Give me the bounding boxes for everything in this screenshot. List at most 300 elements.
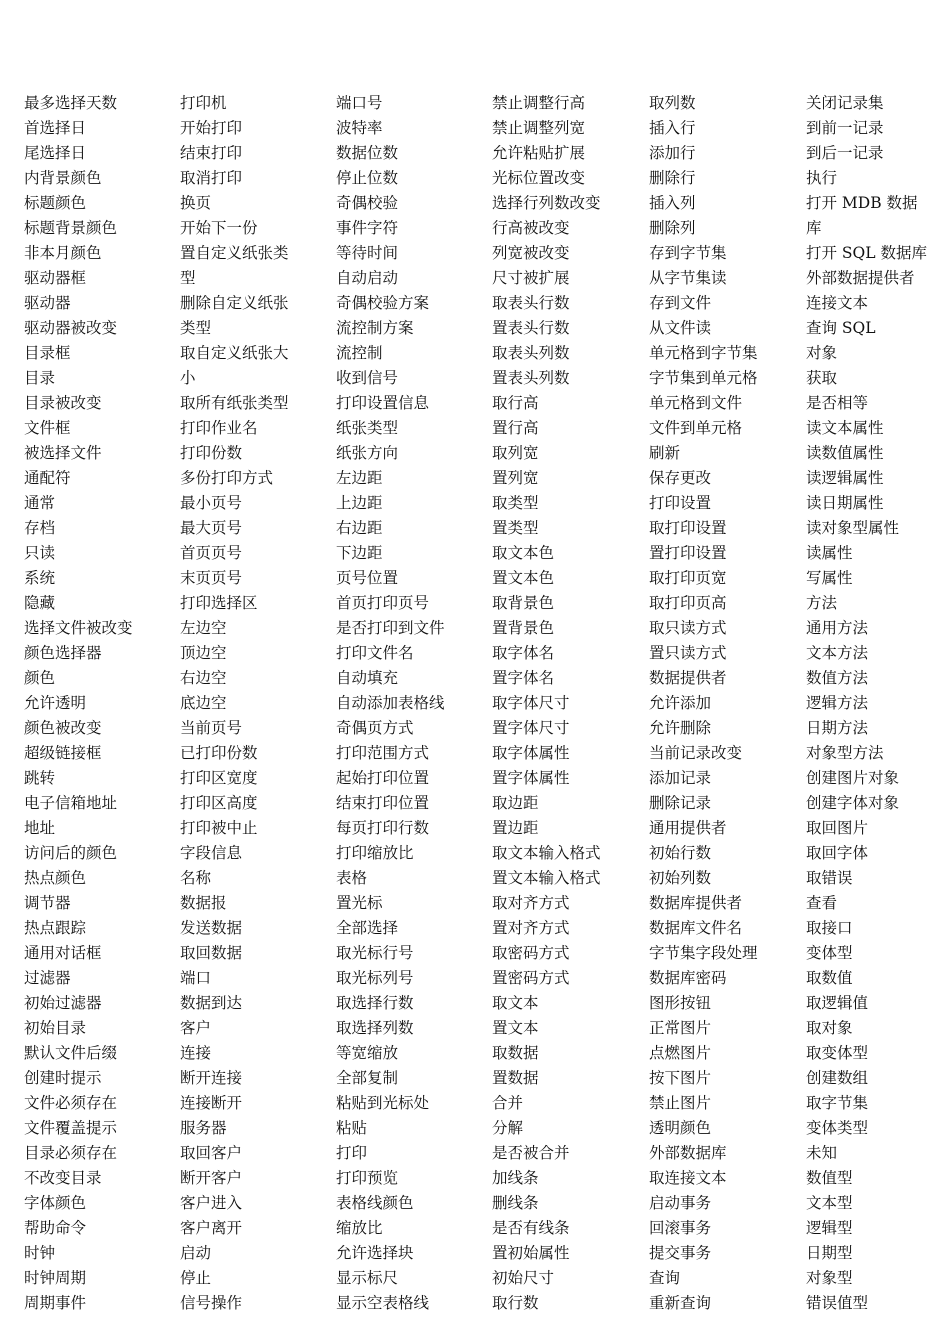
term-item: 初始尺寸 [492, 1269, 555, 1287]
term-item: 取连接文本 [649, 1169, 727, 1187]
term-item: 刷新 [649, 444, 681, 462]
term-item: 按下图片 [649, 1069, 712, 1087]
term-item: 尺寸被扩展 [492, 269, 570, 287]
term-column-4 [492, 91, 642, 1316]
term-item: 取字体尺寸 [492, 694, 570, 712]
term-item: 到前一记录 [806, 119, 884, 137]
term-item: 日期型 [806, 1244, 853, 1262]
term-item: 首页页号 [180, 544, 243, 562]
term-item: 置密码方式 [492, 969, 570, 987]
term-item: 读数值属性 [806, 444, 884, 462]
term-item: 取只读方式 [649, 619, 727, 637]
term-item: 是否被合并 [492, 1144, 570, 1162]
term-item: 置对齐方式 [492, 919, 570, 937]
term-item: 表格线颜色 [336, 1194, 414, 1212]
term-item: 自动添加表格线 [336, 694, 445, 712]
term-item: 换页 [180, 194, 212, 212]
term-item: 热点颜色 [24, 869, 87, 887]
term-item: 允许透明 [24, 694, 87, 712]
term-item: 页号位置 [336, 569, 399, 587]
term-item: 取回图片 [806, 819, 869, 837]
term-item: 目录被改变 [24, 394, 102, 412]
term-item: 关闭记录集 [806, 94, 884, 112]
term-item: 粘贴到光标处 [336, 1094, 430, 1112]
term-item: 插入行 [649, 119, 696, 137]
term-item: 对象型 [806, 1269, 853, 1287]
term-item: 取字体属性 [492, 744, 570, 762]
term-item: 颜色被改变 [24, 719, 102, 737]
term-item: 波特率 [336, 119, 383, 137]
term-item: 置只读方式 [649, 644, 727, 662]
term-item: 连接 [180, 1044, 212, 1062]
term-item: 右边空 [180, 669, 227, 687]
term-item: 取背景色 [492, 594, 555, 612]
term-item: 添加记录 [649, 769, 712, 787]
term-item: 尾选择日 [24, 144, 87, 162]
term-item: 列宽被改变 [492, 244, 570, 262]
term-item: 地址 [24, 819, 56, 837]
term-item: 数据库文件名 [649, 919, 743, 937]
term-item: 启动 [180, 1244, 212, 1262]
term-item: 通用提供者 [649, 819, 727, 837]
term-item: 流控制 [336, 344, 383, 362]
term-item: 取选择行数 [336, 994, 414, 1012]
term-item: 取行高 [492, 394, 539, 412]
term-item: 初始过滤器 [24, 994, 102, 1012]
term-item: 错误值型 [806, 1294, 869, 1312]
term-item: 取所有纸张类型 [180, 394, 289, 412]
term-item: 文件到单元格 [649, 419, 743, 437]
term-item: 单元格到字节集 [649, 344, 758, 362]
term-item: 合并 [492, 1094, 524, 1112]
term-item: 添加行 [649, 144, 696, 162]
term-item: 允许粘贴扩展 [492, 144, 586, 162]
term-item: 置列宽 [492, 469, 539, 487]
term-item: 创建数组 [806, 1069, 869, 1087]
term-item: 数据到达 [180, 994, 243, 1012]
term-item: 等宽缩放 [336, 1044, 399, 1062]
term-item: 置边距 [492, 819, 539, 837]
term-item: 打开 MDB 数据 [806, 194, 918, 212]
term-item: 取字节集 [806, 1094, 869, 1112]
term-item: 是否有线条 [492, 1219, 570, 1237]
term-item: 创建字体对象 [806, 794, 900, 812]
term-column-5 [649, 91, 799, 1316]
term-item: 全部复制 [336, 1069, 399, 1087]
term-item: 数值型 [806, 1169, 853, 1187]
term-item: 隐藏 [24, 594, 56, 612]
term-item: 自动填充 [336, 669, 399, 687]
term-item: 当前记录改变 [649, 744, 743, 762]
term-item: 目录 [24, 369, 56, 387]
term-item: 执行 [806, 169, 838, 187]
term-item: 全部选择 [336, 919, 399, 937]
term-item: 禁止调整列宽 [492, 119, 586, 137]
term-item: 打印区高度 [180, 794, 258, 812]
term-item: 文本型 [806, 1194, 853, 1212]
term-item: 默认文件后缀 [24, 1044, 118, 1062]
term-item: 读逻辑属性 [806, 469, 884, 487]
term-item: 光标位置改变 [492, 169, 586, 187]
term-item: 跳转 [24, 769, 56, 787]
term-item: 读对象型属性 [806, 519, 900, 537]
term-item: 纸张方向 [336, 444, 399, 462]
term-item: 断开客户 [180, 1169, 243, 1187]
term-item: 打印份数 [180, 444, 243, 462]
term-item: 对象型方法 [806, 744, 884, 762]
term-item: 通配符 [24, 469, 71, 487]
term-item: 取回数据 [180, 944, 243, 962]
term-item: 打印范围方式 [336, 744, 430, 762]
term-item: 取表头列数 [492, 344, 570, 362]
term-item: 首选择日 [24, 119, 87, 137]
term-item: 允许添加 [649, 694, 712, 712]
term-item: 取回字体 [806, 844, 869, 862]
term-item: 取对象 [806, 1019, 853, 1037]
term-item: 置打印设置 [649, 544, 727, 562]
term-item: 置表头行数 [492, 319, 570, 337]
term-item: 重新查询 [649, 1294, 712, 1312]
term-item: 启动事务 [649, 1194, 712, 1212]
term-item: 过滤器 [24, 969, 71, 987]
term-item: 删除自定义纸张 [180, 294, 289, 312]
term-item: 字体颜色 [24, 1194, 87, 1212]
term-item: 文本方法 [806, 644, 869, 662]
term-item: 断开连接 [180, 1069, 243, 1087]
term-item: 逻辑方法 [806, 694, 869, 712]
term-item: 纸张类型 [336, 419, 399, 437]
term-item: 缩放比 [336, 1219, 383, 1237]
term-item: 下边距 [336, 544, 383, 562]
term-item: 存到字节集 [649, 244, 727, 262]
term-item: 图形按钮 [649, 994, 712, 1012]
term-item: 取接口 [806, 919, 853, 937]
term-item: 读属性 [806, 544, 853, 562]
term-item: 取逻辑值 [806, 994, 869, 1012]
term-item: 取消打印 [180, 169, 243, 187]
term-item: 标题背景颜色 [24, 219, 118, 237]
term-item: 插入列 [649, 194, 696, 212]
term-item: 打印设置 [649, 494, 712, 512]
term-item: 驱动器被改变 [24, 319, 118, 337]
term-item: 取打印页高 [649, 594, 727, 612]
term-item: 置行高 [492, 419, 539, 437]
term-item: 打印文件名 [336, 644, 414, 662]
term-item: 取数据 [492, 1044, 539, 1062]
term-item: 打印 [336, 1144, 368, 1162]
term-item: 是否相等 [806, 394, 869, 412]
term-item: 置初始属性 [492, 1244, 570, 1262]
term-item: 变体型 [806, 944, 853, 962]
term-item: 通用方法 [806, 619, 869, 637]
term-item: 行高被改变 [492, 219, 570, 237]
term-item: 开始下一份 [180, 219, 258, 237]
term-item: 打印被中止 [180, 819, 258, 837]
term-item: 奇偶页方式 [336, 719, 414, 737]
term-item: 外部数据提供者 [806, 269, 915, 287]
term-item: 字节集到单元格 [649, 369, 758, 387]
term-item: 置文本 [492, 1019, 539, 1037]
term-item: 连接断开 [180, 1094, 243, 1112]
term-item: 左边空 [180, 619, 227, 637]
term-column-3 [336, 91, 486, 1316]
term-item: 小 [180, 369, 196, 387]
term-item: 当前页号 [180, 719, 243, 737]
term-item: 起始打印位置 [336, 769, 430, 787]
term-item: 数值方法 [806, 669, 869, 687]
term-item: 时钟 [24, 1244, 56, 1262]
term-item: 停止位数 [336, 169, 399, 187]
term-item: 右边距 [336, 519, 383, 537]
term-item: 结束打印 [180, 144, 243, 162]
term-item: 停止 [180, 1269, 212, 1287]
term-item: 颜色 [24, 669, 56, 687]
term-item: 粘贴 [336, 1119, 368, 1137]
term-item: 奇偶校验 [336, 194, 399, 212]
term-item: 左边距 [336, 469, 383, 487]
term-item: 取列宽 [492, 444, 539, 462]
term-item: 信号操作 [180, 1294, 243, 1312]
term-item: 取光标行号 [336, 944, 414, 962]
term-item: 通常 [24, 494, 56, 512]
term-item: 取列数 [649, 94, 696, 112]
term-item: 取密码方式 [492, 944, 570, 962]
term-item: 目录必须存在 [24, 1144, 118, 1162]
term-item: 取字体名 [492, 644, 555, 662]
term-item: 已打印份数 [180, 744, 258, 762]
term-item: 文件框 [24, 419, 71, 437]
term-item: 名称 [180, 869, 212, 887]
term-item: 允许选择块 [336, 1244, 414, 1262]
term-item: 端口 [180, 969, 212, 987]
term-item: 打印机 [180, 94, 227, 112]
term-item: 底边空 [180, 694, 227, 712]
term-item: 逻辑型 [806, 1219, 853, 1237]
term-item: 取错误 [806, 869, 853, 887]
term-item: 选择行列数改变 [492, 194, 601, 212]
term-item: 取打印设置 [649, 519, 727, 537]
term-item: 字节集字段处理 [649, 944, 758, 962]
term-item: 标题颜色 [24, 194, 87, 212]
term-item: 到后一记录 [806, 144, 884, 162]
term-item: 热点跟踪 [24, 919, 87, 937]
term-item: 取变体型 [806, 1044, 869, 1062]
term-item: 禁止图片 [649, 1094, 712, 1112]
term-item: 置类型 [492, 519, 539, 537]
term-item: 颜色选择器 [24, 644, 102, 662]
term-item: 取回客户 [180, 1144, 243, 1162]
term-item: 通用对话框 [24, 944, 102, 962]
term-item: 打印作业名 [180, 419, 258, 437]
term-item: 文件覆盖提示 [24, 1119, 118, 1137]
term-item: 打印选择区 [180, 594, 258, 612]
term-item: 打印区宽度 [180, 769, 258, 787]
term-item: 只读 [24, 544, 56, 562]
term-item: 置背景色 [492, 619, 555, 637]
term-item: 变体类型 [806, 1119, 869, 1137]
term-item: 调节器 [24, 894, 71, 912]
term-item: 最多选择天数 [24, 94, 118, 112]
term-item: 结束打印位置 [336, 794, 430, 812]
term-item: 日期方法 [806, 719, 869, 737]
term-item: 不改变目录 [24, 1169, 102, 1187]
term-item: 奇偶校验方案 [336, 294, 430, 312]
term-item: 等待时间 [336, 244, 399, 262]
term-item: 置文本色 [492, 569, 555, 587]
term-item: 数据报 [180, 894, 227, 912]
term-item: 初始行数 [649, 844, 712, 862]
term-item: 端口号 [336, 94, 383, 112]
term-item: 置字体尺寸 [492, 719, 570, 737]
term-item: 打开 SQL 数据库 [806, 244, 927, 262]
term-item: 库 [806, 219, 822, 237]
term-item: 删除行 [649, 169, 696, 187]
term-item: 客户 [180, 1019, 212, 1037]
term-item: 取文本色 [492, 544, 555, 562]
term-item: 初始目录 [24, 1019, 87, 1037]
term-item: 存到文件 [649, 294, 712, 312]
term-item: 数据库密码 [649, 969, 727, 987]
term-item: 查看 [806, 894, 838, 912]
term-item: 存档 [24, 519, 56, 537]
term-item: 多份打印方式 [180, 469, 274, 487]
term-item: 末页页号 [180, 569, 243, 587]
term-item: 删线条 [492, 1194, 539, 1212]
term-item: 读日期属性 [806, 494, 884, 512]
term-item: 取对齐方式 [492, 894, 570, 912]
term-item: 获取 [806, 369, 838, 387]
term-item: 文件必须存在 [24, 1094, 118, 1112]
term-item: 加线条 [492, 1169, 539, 1187]
term-item: 访问后的颜色 [24, 844, 118, 862]
term-item: 自动启动 [336, 269, 399, 287]
term-item: 置数据 [492, 1069, 539, 1087]
term-item: 禁止调整行高 [492, 94, 586, 112]
term-item: 选择文件被改变 [24, 619, 133, 637]
term-item: 最小页号 [180, 494, 243, 512]
term-item: 数据库提供者 [649, 894, 743, 912]
term-item: 流控制方案 [336, 319, 414, 337]
term-item: 删除记录 [649, 794, 712, 812]
term-item: 取行数 [492, 1294, 539, 1312]
term-item: 取类型 [492, 494, 539, 512]
term-item: 类型 [180, 319, 212, 337]
term-item: 顶边空 [180, 644, 227, 662]
term-item: 超级链接框 [24, 744, 102, 762]
term-item: 非本月颜色 [24, 244, 102, 262]
term-item: 被选择文件 [24, 444, 102, 462]
term-column-1 [24, 91, 174, 1316]
term-item: 从字节集读 [649, 269, 727, 287]
term-item: 创建时提示 [24, 1069, 102, 1087]
term-item: 置自定义纸张类 [180, 244, 289, 262]
term-item: 打印设置信息 [336, 394, 430, 412]
term-item: 方法 [806, 594, 838, 612]
term-item: 回滚事务 [649, 1219, 712, 1237]
term-item: 目录框 [24, 344, 71, 362]
term-item: 帮助命令 [24, 1219, 87, 1237]
term-item: 创建图片对象 [806, 769, 900, 787]
term-item: 数据提供者 [649, 669, 727, 687]
term-item: 保存更改 [649, 469, 712, 487]
term-item: 内背景颜色 [24, 169, 102, 187]
term-item: 时钟周期 [24, 1269, 87, 1287]
term-item: 取文本 [492, 994, 539, 1012]
term-item: 打印缩放比 [336, 844, 414, 862]
term-item: 打印预览 [336, 1169, 399, 1187]
term-item: 取打印页宽 [649, 569, 727, 587]
term-item: 置字体名 [492, 669, 555, 687]
term-item: 单元格到文件 [649, 394, 743, 412]
term-item: 取数值 [806, 969, 853, 987]
term-item: 分解 [492, 1119, 524, 1137]
term-item: 写属性 [806, 569, 853, 587]
term-item: 型 [180, 269, 196, 287]
term-item: 客户进入 [180, 1194, 243, 1212]
term-item: 服务器 [180, 1119, 227, 1137]
term-item: 取表头行数 [492, 294, 570, 312]
term-item: 置字体属性 [492, 769, 570, 787]
term-item: 正常图片 [649, 1019, 712, 1037]
term-item: 取文本输入格式 [492, 844, 601, 862]
term-item: 表格 [336, 869, 368, 887]
term-item: 系统 [24, 569, 56, 587]
term-item: 允许删除 [649, 719, 712, 737]
term-column-2 [180, 91, 330, 1316]
term-item: 取自定义纸张大 [180, 344, 289, 362]
term-item: 读文本属性 [806, 419, 884, 437]
term-item: 首页打印页号 [336, 594, 430, 612]
term-item: 查询 SQL [806, 319, 876, 337]
term-item: 外部数据库 [649, 1144, 727, 1162]
term-item: 电子信箱地址 [24, 794, 118, 812]
term-item: 提交事务 [649, 1244, 712, 1262]
term-item: 未知 [806, 1144, 838, 1162]
term-item: 对象 [806, 344, 838, 362]
term-item: 客户离开 [180, 1219, 243, 1237]
term-item: 每页打印行数 [336, 819, 430, 837]
term-item: 显示空表格线 [336, 1294, 430, 1312]
term-item: 驱动器 [24, 294, 71, 312]
term-item: 取光标列号 [336, 969, 414, 987]
term-item: 置表头列数 [492, 369, 570, 387]
term-item: 连接文本 [806, 294, 869, 312]
term-item: 透明颜色 [649, 1119, 712, 1137]
term-item: 驱动器框 [24, 269, 87, 287]
term-item: 收到信号 [336, 369, 399, 387]
term-item: 显示标尺 [336, 1269, 399, 1287]
term-item: 最大页号 [180, 519, 243, 537]
term-item: 点燃图片 [649, 1044, 712, 1062]
term-item: 上边距 [336, 494, 383, 512]
term-item: 周期事件 [24, 1294, 87, 1312]
term-item: 从文件读 [649, 319, 712, 337]
term-item: 数据位数 [336, 144, 399, 162]
term-item: 开始打印 [180, 119, 243, 137]
term-item: 置光标 [336, 894, 383, 912]
term-item: 是否打印到文件 [336, 619, 445, 637]
term-item: 取边距 [492, 794, 539, 812]
term-item: 事件字符 [336, 219, 399, 237]
term-item: 发送数据 [180, 919, 243, 937]
term-item: 初始列数 [649, 869, 712, 887]
term-item: 删除列 [649, 219, 696, 237]
term-item: 取选择列数 [336, 1019, 414, 1037]
term-column-6 [806, 91, 946, 1316]
term-item: 置文本输入格式 [492, 869, 601, 887]
term-item: 字段信息 [180, 844, 243, 862]
term-item: 查询 [649, 1269, 681, 1287]
